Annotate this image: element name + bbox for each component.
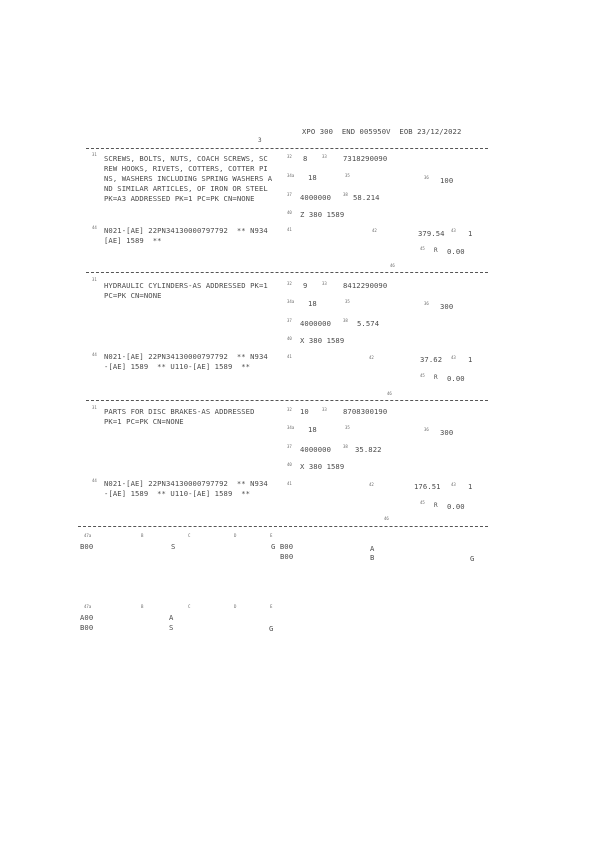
origin-code: 18 (308, 173, 317, 182)
box-number: 36 (424, 427, 429, 432)
column-header: 47a (84, 604, 92, 609)
valuation-method: 1 (468, 355, 473, 364)
procedure-code: 4000000 (300, 445, 331, 454)
box-number: 34a (287, 299, 295, 304)
box-number: 35 (345, 425, 350, 430)
box-number: 37 (287, 318, 292, 323)
description-line: SCREWS, BOLTS, NUTS, COACH SCREWS, SC (104, 154, 268, 163)
box-number: 45 (420, 500, 425, 505)
tax-code: S (169, 623, 174, 632)
tax-code: B00 (80, 542, 94, 551)
box-number: 41 (287, 227, 292, 232)
box-number: 43 (451, 482, 456, 487)
adjustment: 0.00 (447, 502, 465, 511)
tax-code: G B00 (271, 542, 294, 551)
box-number: 40 (287, 210, 292, 215)
tax-code: S (171, 542, 176, 551)
adjustment-letter: R (434, 502, 438, 509)
box-number: 46 (387, 391, 392, 396)
tax-code: G (269, 624, 274, 633)
description-line: ND SIMILAR ARTICLES, OF IRON OR STEEL (104, 184, 268, 193)
description-line: PARTS FOR DISC BRAKES-AS ADDRESSED (104, 407, 255, 416)
box-number: 33 (322, 154, 327, 159)
origin-code: 18 (308, 425, 317, 434)
commodity-code: 8708300190 (343, 407, 388, 416)
box-number: 35 (345, 299, 350, 304)
column-header: C (188, 533, 191, 538)
preference: 300 (440, 428, 454, 437)
box-number: 35 (345, 173, 350, 178)
tax-code: B00 (80, 623, 94, 632)
item-value: 176.51 (414, 482, 441, 491)
box-number: 38 (343, 318, 348, 323)
reference-line: -[AE] 1589 ** U110-[AE] 1589 ** (104, 362, 251, 371)
preference: 300 (440, 302, 454, 311)
box-number: 40 (287, 462, 292, 467)
box-number: 32 (287, 154, 292, 159)
box-number: 44 (92, 478, 97, 483)
item-value: 379.54 (418, 229, 445, 238)
column-header: E (270, 604, 273, 609)
box-number: 32 (287, 407, 292, 412)
tax-code: B00 (280, 552, 294, 561)
description-line: HYDRAULIC CYLINDERS-AS ADDRESSED PK=1 (104, 281, 268, 290)
origin-code: 18 (308, 299, 317, 308)
description-line: PC=PK CN=NONE (104, 291, 162, 300)
reference-line: N021-[AE] 22PN34130000797792 ** N934 (104, 479, 268, 488)
adjustment-letter: R (434, 374, 438, 381)
box-number: 38 (343, 192, 348, 197)
box-number: 31 (92, 277, 97, 282)
description-line: NS, WASHERS INCLUDING SPRING WASHERS A (104, 174, 273, 183)
reference-line: [AE] 1589 ** (104, 236, 162, 245)
description-line: REW HOOKS, RIVETS, COTTERS, COTTER PI (104, 164, 268, 173)
previous-document: X 380 1589 (300, 336, 345, 345)
column-header: E (270, 533, 273, 538)
adjustment: 0.00 (447, 374, 465, 383)
box-number: 46 (384, 516, 389, 521)
tax-code: G (470, 554, 475, 563)
box-number: 32 (287, 281, 292, 286)
adjustment: 0.00 (447, 247, 465, 256)
divider (86, 400, 488, 401)
column-header: 47a (84, 533, 92, 538)
column-header: C (188, 604, 191, 609)
page-mark: 3 (258, 137, 262, 144)
column-header: B (141, 533, 144, 538)
item-value: 37.62 (420, 355, 443, 364)
box-number: 44 (92, 352, 97, 357)
box-number: 45 (420, 373, 425, 378)
box-number: 42 (369, 482, 374, 487)
box-number: 43 (451, 228, 456, 233)
commodity-code: 8412290090 (343, 281, 388, 290)
item-number: 8 (303, 154, 308, 163)
box-number: 40 (287, 336, 292, 341)
box-number: 33 (322, 407, 327, 412)
item-number: 10 (300, 407, 309, 416)
column-header: B (141, 604, 144, 609)
valuation-method: 1 (468, 482, 473, 491)
box-number: 45 (420, 246, 425, 251)
net-mass: 35.822 (355, 445, 382, 454)
column-header: D (234, 533, 237, 538)
divider (86, 148, 488, 149)
tax-code: A (370, 544, 375, 553)
box-number: 37 (287, 444, 292, 449)
description-line: PK=1 PC=PK CN=NONE (104, 417, 184, 426)
reference-line: N021-[AE] 22PN34130000797792 ** N934 (104, 352, 268, 361)
box-number: 38 (343, 444, 348, 449)
box-number: 42 (372, 228, 377, 233)
box-number: 41 (287, 354, 292, 359)
reference-line: -[AE] 1589 ** U110-[AE] 1589 ** (104, 489, 251, 498)
column-header: D (234, 604, 237, 609)
previous-document: Z 380 1589 (300, 210, 345, 219)
adjustment-letter: R (434, 247, 438, 254)
box-number: 43 (451, 355, 456, 360)
net-mass: 58.214 (353, 193, 380, 202)
box-number: 44 (92, 225, 97, 230)
box-number: 33 (322, 281, 327, 286)
box-number: 34a (287, 173, 295, 178)
tax-code: A (169, 613, 174, 622)
previous-document: X 380 1589 (300, 462, 345, 471)
item-number: 9 (303, 281, 308, 290)
box-number: 46 (390, 263, 395, 268)
procedure-code: 4000000 (300, 193, 331, 202)
box-number: 42 (369, 355, 374, 360)
valuation-method: 1 (468, 229, 473, 238)
reference-line: N021-[AE] 22PN34130000797792 ** N934 (104, 226, 268, 235)
description-line: PK=A3 ADDRESSED PK=1 PC=PK CN=NONE (104, 194, 255, 203)
box-number: 31 (92, 152, 97, 157)
box-number: 41 (287, 481, 292, 486)
net-mass: 5.574 (357, 319, 380, 328)
divider (78, 526, 488, 527)
preference: 100 (440, 176, 454, 185)
box-number: 36 (424, 175, 429, 180)
box-number: 34a (287, 425, 295, 430)
divider (86, 272, 488, 273)
tax-code: A00 (80, 613, 94, 622)
commodity-code: 7318290090 (343, 154, 388, 163)
procedure-code: 4000000 (300, 319, 331, 328)
box-number: 31 (92, 405, 97, 410)
box-number: 36 (424, 301, 429, 306)
header-line: XPO 300 END 005950V EOB 23/12/2022 (302, 127, 462, 136)
tax-code: B (370, 553, 375, 562)
box-number: 37 (287, 192, 292, 197)
